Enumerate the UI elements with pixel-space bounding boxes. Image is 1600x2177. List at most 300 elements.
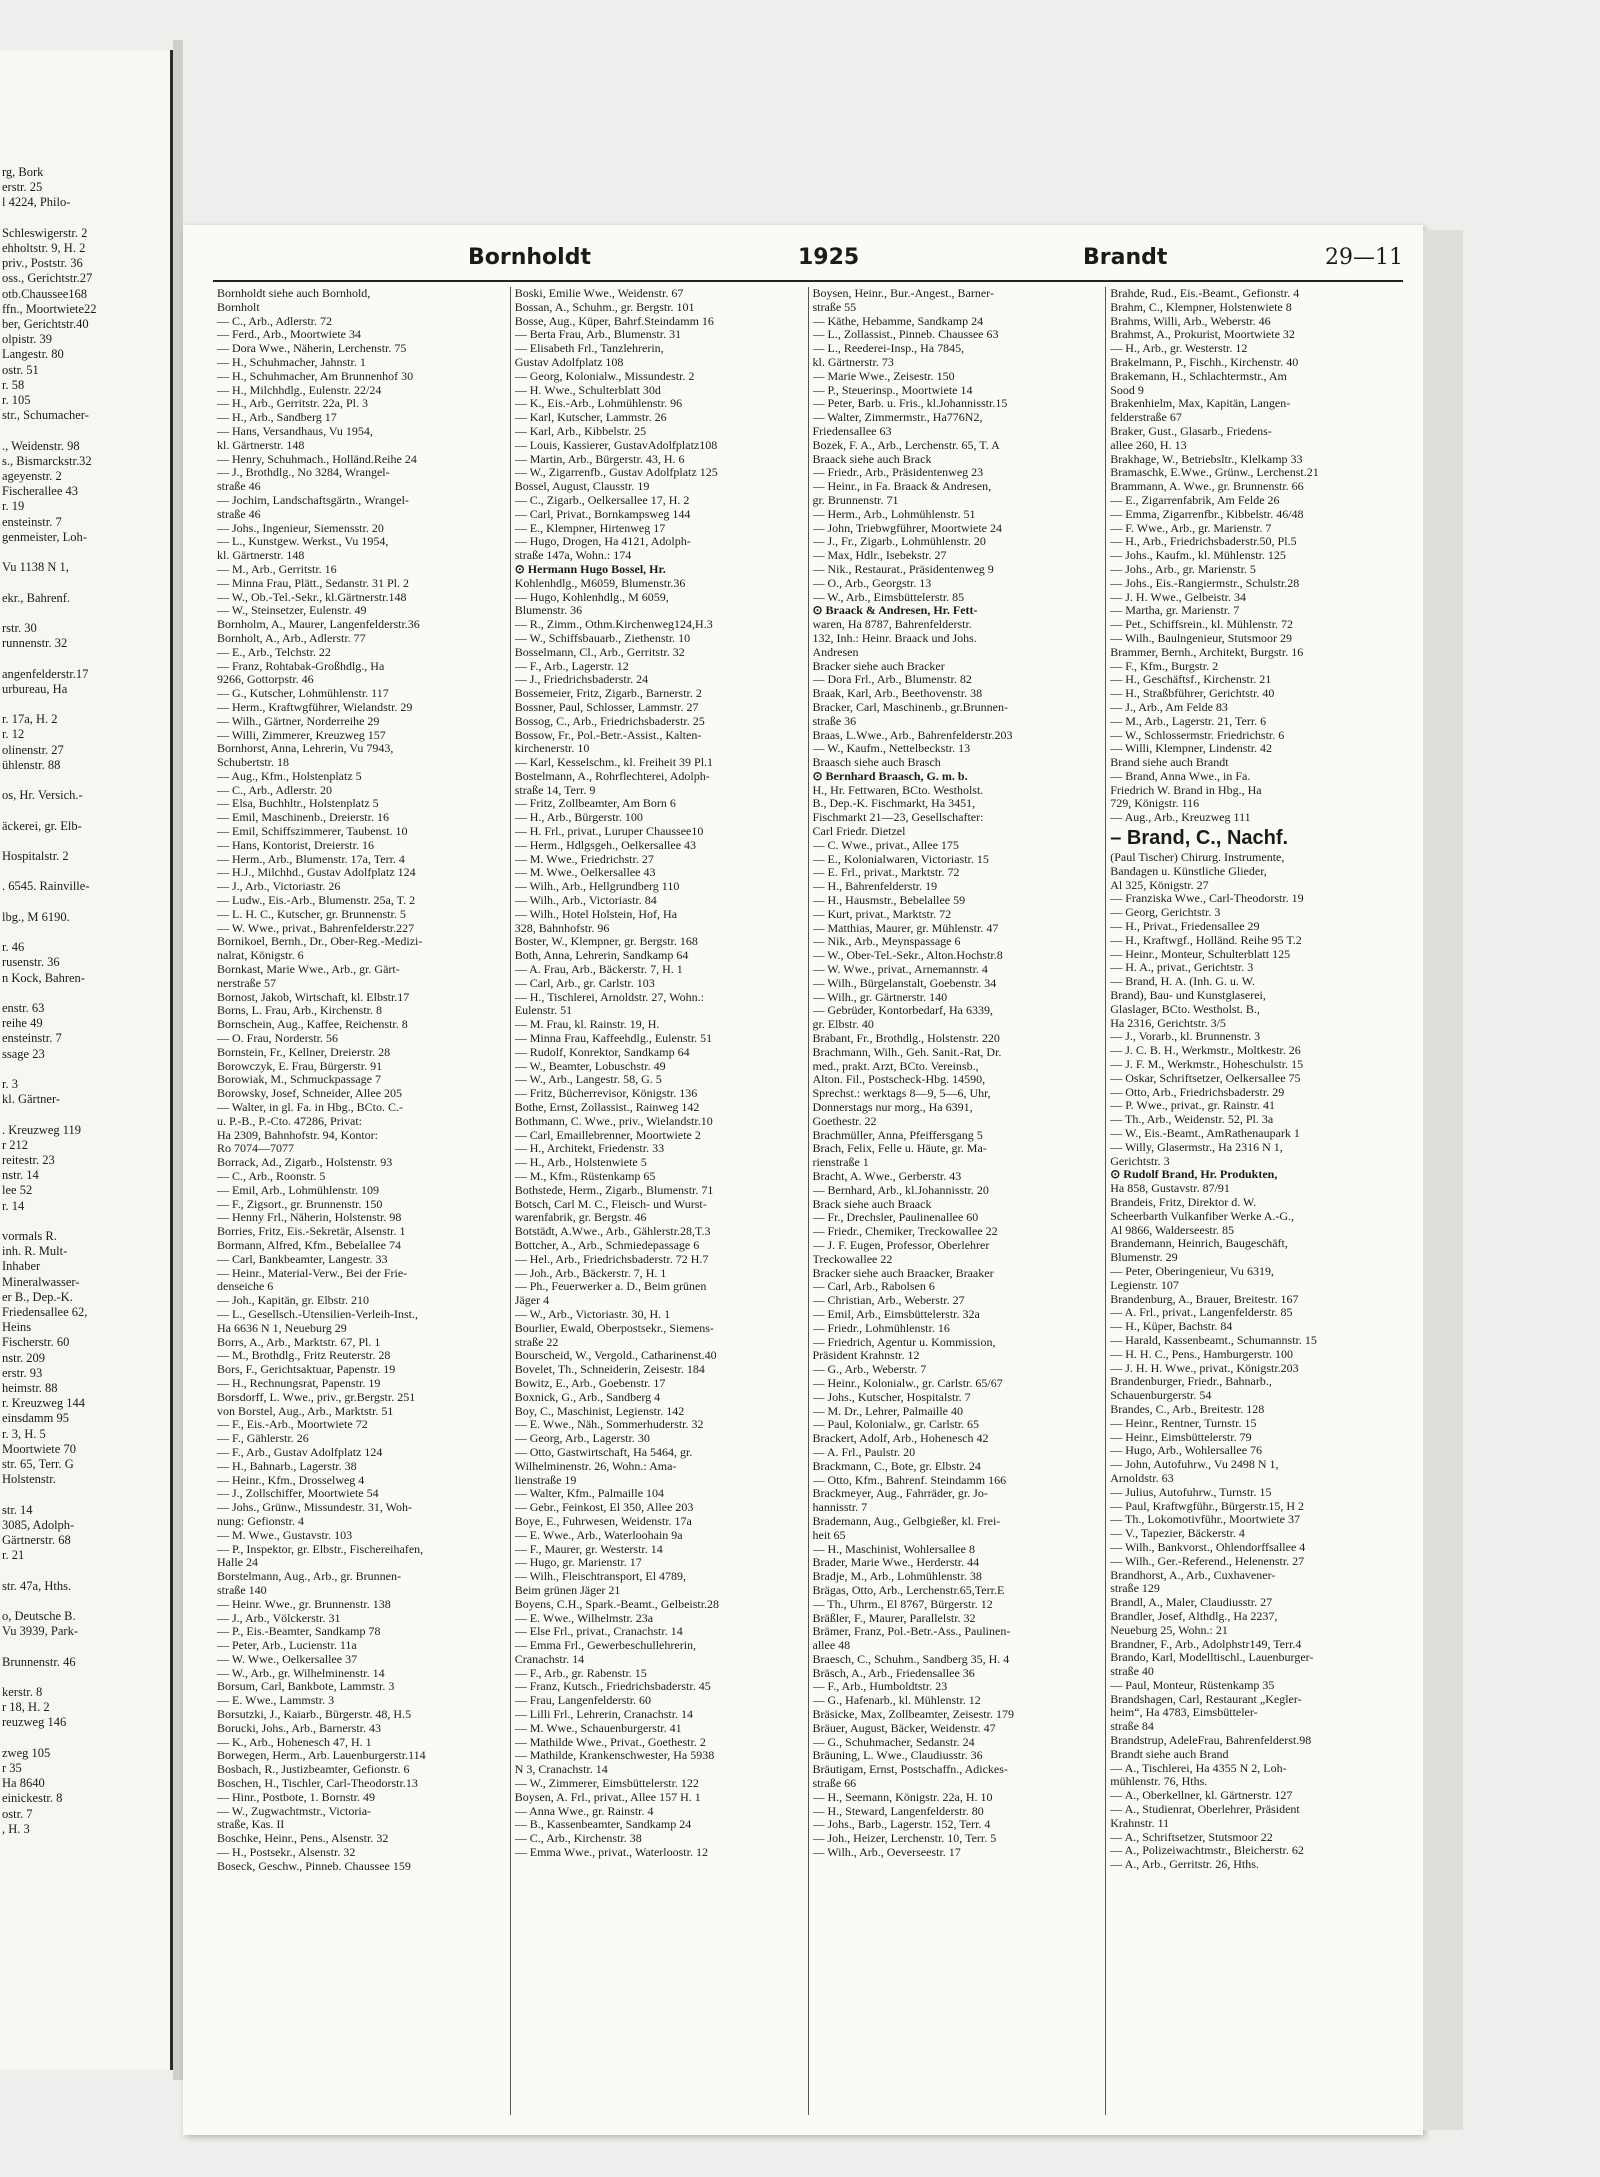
left-page-line: Fischerallee 43 [2,484,79,499]
column-1 [213,287,511,2115]
directory-entry: Brack siehe auch Braack [812,1197,932,1211]
column-3 [809,287,1107,2115]
directory-entry: Goethestr. 22 [812,1114,877,1128]
directory-entry: — P. Wwe., privat., gr. Rainstr. 41 [1110,1099,1276,1113]
directory-entry: — Fritz, Bücherrevisor, Königstr. 136 [514,1087,698,1101]
directory-entry: — F., Arb., Lagerstr. 12 [514,659,629,673]
directory-entry: Borsutzki, J., Kaiarb., Bürgerstr. 48, H.5 [217,1708,412,1722]
header-year: 1925 [798,245,860,270]
directory-entry: — Friedr., Arb., Präsidentenweg 23 [812,466,984,480]
directory-entry: straße 129 [1110,1582,1160,1596]
left-page-line: zweg 105 [2,1745,51,1760]
directory-entry: — Käthe, Hebamme, Sandkamp 24 [812,314,984,328]
directory-entry: — W., Arb., Eimsbüttelerstr. 85 [812,590,965,604]
header-rule [213,280,1403,282]
running-head [213,245,1403,275]
directory-entry: Andresen [812,645,859,659]
directory-entry: — Walter, Zimmermstr., Ha776N2, [812,411,983,425]
directory-entry: — E., Kolonialwaren, Victoriastr. 15 [812,852,989,866]
directory-entry: denseiche 6 [217,1280,274,1294]
directory-entry: Boye, E., Fuhrwesen, Weidenstr. 17a [514,1514,692,1528]
directory-entry: — C., Arb., Kirchenstr. 38 [514,1832,642,1846]
directory-entry: — Ph., Feuerwerker a. D., Beim grünen [514,1280,707,1294]
left-page-line: r. 105 [2,393,31,407]
left-page-line: einickestr. 8 [2,1791,63,1806]
directory-entry: nalrat, Königstr. 6 [217,949,304,963]
left-page-line: Moortwiete 70 [2,1441,76,1456]
directory-entry: — Lilli Frl., Lehrerin, Cranachstr. 14 [514,1708,694,1722]
directory-entry: — F., Arb., Gustav Adolfplatz 124 [217,1445,383,1459]
directory-page [183,225,1423,2135]
directory-entry: Braack siehe auch Brack [812,452,932,466]
directory-entry: allee 260, H. 13 [1110,438,1187,452]
directory-entry: — Frau, Langenfelderstr. 60 [514,1694,652,1708]
directory-entry: — O. Frau, Norderstr. 56 [217,1032,338,1046]
directory-entry: Bräuer, August, Bäcker, Weidenstr. 47 [812,1721,996,1735]
directory-entry: straße 40 [1110,1665,1154,1679]
directory-entry: — Harald, Kassenbeamt., Schumannstr. 15 [1110,1333,1317,1347]
directory-entry: — M., Brothdlg., Fritz Reuterstr. 28 [217,1349,391,1363]
directory-entry: — H., Milchhdlg., Eulenstr. 22/24 [217,383,382,397]
directory-entry: Bradje, M., Arb., Lohmühlenstr. 38 [812,1570,982,1584]
directory-entry: — Ferd., Arb., Moortwiete 34 [217,328,361,342]
directory-entry: — Oskar, Schriftsetzer, Oelkersallee 75 [1110,1071,1301,1085]
directory-entry: — O., Arb., Georgstr. 13 [812,576,932,590]
directory-entry: — Walter, Kfm., Palmaille 104 [514,1487,665,1501]
directory-entry: Bornschein, Aug., Kaffee, Reichenstr. 8 [217,1018,408,1032]
directory-entry: — W., Zigarrenfb., Gustav Adolfplatz 125 [514,466,718,480]
directory-entry: — Minna Frau, Kaffeehdlg., Eulenstr. 51 [514,1032,713,1046]
directory-entry: 132, Inh.: Heinr. Braack und Johs. [812,631,977,645]
left-page-line: Vu 3939, Park- [2,1624,78,1639]
directory-entry: — Elisabeth Frl., Tanzlehrerin, [514,342,664,356]
left-page-line: l 4224, Philo- [2,195,71,210]
directory-entry: — M. Frau, kl. Rainstr. 19, H. [514,1018,660,1032]
left-page-line: äckerei, gr. Elb- [2,818,82,833]
directory-entry: — Heinr., Monteur, Schulterblatt 125 [1110,947,1291,961]
directory-entry: Donnerstags nur morg., Ha 6391, [812,1101,973,1115]
left-page-line: rg, Bork [2,165,44,179]
directory-entry: — W. Wwe., privat., Bahrenfelderstr.227 [217,921,415,935]
directory-entry: — Jochim, Landschaftsgärtn., Wrangel- [217,493,409,507]
directory-entry: Bracker, Carl, Maschinenb., gr.Brunnen- [812,700,1008,714]
left-page-line: ensteinstr. 7 [2,514,62,529]
directory-entry: — Rudolf, Konrektor, Sandkamp 64 [514,1045,690,1059]
directory-entry: Bräutigam, Ernst, Postschaffn., Adickes- [812,1763,1008,1777]
left-page-line: reitestr. 23 [2,1153,55,1167]
left-page-line: Hospitalstr. 2 [2,849,69,863]
left-page-line: inh. R. Mult- [2,1244,68,1259]
directory-entry: Präsident Krahnstr. 12 [812,1349,920,1363]
directory-entry: — Emil, Maschinenb., Dreierstr. 16 [217,811,389,825]
directory-entry: allee 48 [812,1639,851,1653]
directory-entry: — Karl, Kesselschm., kl. Freiheit 39 Pl.1 [514,756,714,770]
directory-entry: — Hugo, Arb., Wohlersallee 76 [1110,1444,1263,1458]
directory-entry: — Willi, Klempner, Lindenstr. 42 [1110,742,1273,756]
directory-entry: — Hans, Kontorist, Dreierstr. 16 [217,838,374,852]
directory-entry: — Johs., Arb., gr. Marienstr. 5 [1110,562,1256,576]
directory-entry: Bornholt, A., Arb., Adlerstr. 77 [217,631,366,645]
directory-entry: Ha 2309, Bahnhofstr. 94, Kontor: [217,1128,378,1142]
left-page-line: rusenstr. 36 [2,955,60,970]
left-page-line: Fischerstr. 60 [2,1335,70,1350]
directory-entry: — P., Steuerinsp., Moortwiete 14 [812,383,973,397]
directory-entry: — A., Oberkellner, kl. Gärtnerstr. 127 [1110,1789,1293,1803]
directory-entry: Borucki, Johs., Arb., Barnerstr. 43 [217,1721,381,1735]
directory-entry: — H., Bahrenfelderstr. 19 [812,880,938,894]
directory-entry: straße 46 [217,507,261,521]
directory-entry: — H., Maschinist, Wohlersallee 8 [812,1542,975,1556]
directory-entry: — J. C. B. H., Werkmstr., Moltkestr. 26 [1110,1044,1301,1058]
left-page-line: lee 52 [2,1183,33,1198]
directory-entry: Brando, Karl, Modelltischl., Lauenburger- [1110,1651,1314,1665]
directory-entry: — E. Wwe., Wilhelmstr. 23a [514,1611,654,1625]
directory-entry: Boy, C., Maschinist, Legienstr. 142 [514,1404,685,1418]
directory-entry: — Wilh., Arb., Hellgrundberg 110 [514,880,680,894]
directory-entry: Beim grünen Jäger 21 [514,1583,621,1597]
directory-entry: — H., Arb., Friedrichsbaderstr.50, Pl.5 [1110,535,1297,549]
directory-entry: — W., Zugwachtmstr., Victoria- [217,1804,372,1818]
directory-entry: Boysen, A. Frl., privat., Allee 157 H. 1 [514,1790,701,1804]
left-page-line: ssage 23 [2,1046,45,1061]
directory-entry: — Paul, Monteur, Rüstenkamp 35 [1110,1678,1275,1692]
directory-entry: Bandagen u. Künstliche Glieder, [1110,864,1267,878]
directory-entry: — Hinr., Postbote, 1. Bornstr. 49 [217,1790,376,1804]
directory-entry: Bracker siehe auch Braacker, Braaker [812,1266,994,1280]
directory-entry: — Emma Frl., Gewerbeschullehrerin, [514,1639,697,1653]
directory-entry: Brandshagen, Carl, Restaurant „Kegler- [1110,1692,1302,1706]
directory-entry: — P., Eis.-Beamter, Sandkamp 78 [217,1625,381,1639]
directory-entry: — Karl, Kutscher, Lammstr. 26 [514,411,667,425]
left-page-line: heimstr. 88 [2,1381,58,1395]
directory-entry: — Johs., Eis.-Rangiermstr., Schulstr.28 [1110,576,1300,590]
directory-entry: lienstraße 19 [514,1473,577,1487]
directory-entry: — Max, Hdlr., Isebekstr. 27 [812,549,947,563]
left-page-line: Mineralwasser- [2,1274,80,1289]
directory-entry: felderstraße 67 [1110,411,1182,425]
directory-entry: — H. Wwe., Schulterblatt 30d [514,383,661,397]
directory-entry: — Joh., Arb., Bäckerstr. 7, H. 1 [514,1266,667,1280]
left-page-line: r. Kreuzweg 144 [2,1396,85,1411]
directory-entry: — Mathilde, Krankenschwester, Ha 5938 [514,1749,715,1763]
directory-entry: kl. Gärtnerstr. 148 [217,549,305,563]
directory-entry: straße 46 [217,480,261,494]
directory-entry: Scheerbarth Vulkanfiber Werke A.-G., [1110,1209,1295,1223]
directory-entry: Boster, W., Klempner, gr. Bergstr. 168 [514,935,698,949]
directory-entry: u. P.-B., P.-Cto. 47286, Privat: [217,1114,363,1128]
left-page-line: reihe 49 [2,1016,43,1031]
left-page-line: genmeister, Loh- [2,529,87,544]
directory-entry: H., Hr. Fettwaren, BCto. Westholst. [812,783,984,797]
directory-entry: — J., Arb., Am Felde 83 [1110,700,1228,714]
page-edge [1423,230,1463,2130]
directory-entry: — Christian, Arb., Weberstr. 27 [812,1294,965,1308]
directory-entry: Bornhorst, Anna, Lehrerin, Vu 7943, [217,742,394,756]
directory-entry: Borstelmann, Aug., Arb., gr. Brunnen- [217,1570,401,1584]
directory-entry: Bornholdt siehe auch Bornhold, [217,287,371,300]
directory-entry: — Wilh., gr. Gärtnerstr. 140 [812,990,948,1004]
directory-entry: gr. Brunnenstr. 71 [812,493,899,507]
directory-entry: straße 55 [812,300,857,314]
directory-entry: — J. H. H. Wwe., privat., Königstr.203 [1110,1361,1299,1375]
left-page-line: er B., Dep.-K. [2,1289,73,1304]
directory-entry: 328, Bahnhofstr. 96 [514,921,610,935]
left-page-line: r 18, H. 2 [2,1700,50,1715]
directory-entry: — Herm., Arb., Blumenstr. 17a, Terr. 4 [217,852,405,866]
left-page-line: r. 3 [2,1077,18,1091]
directory-entry: — Joh., Kapitän, gr. Elbstr. 210 [217,1294,369,1308]
directory-entry: Brandl, A., Maler, Claudiusstr. 27 [1110,1596,1273,1610]
directory-entry: — Brand, H. A. (Inh. G. u. W. [1110,975,1255,989]
directory-entry: straße 66 [812,1777,857,1791]
directory-entry: — F., Eis.-Arb., Moortwiete 72 [217,1418,368,1432]
directory-entry: — Paul, Kraftwgführ., Bürgerstr.15, H 2 [1110,1499,1305,1513]
directory-entry: — A. Frl., privat., Langenfelderstr. 85 [1110,1306,1293,1320]
directory-entry: — Wilh., Fleischtransport, El 4789, [514,1570,687,1584]
directory-entry: heit 65 [812,1528,846,1542]
directory-entry: ⊙ Rudolf Brand, Hr. Produkten, [1110,1168,1278,1182]
directory-entry: 9266, Gottorpstr. 46 [217,673,314,687]
directory-entry: — Hans, Versandhaus, Vu 1954, [217,424,373,438]
directory-entry: — Brand, Anna Wwe., in Fa. [1110,769,1251,783]
directory-entry: — Aug., Arb., Kreuzweg 111 [1110,811,1251,825]
directory-entry: Bräsicke, Max, Zollbeamter, Zeisestr. 179 [812,1708,1014,1722]
directory-entry: Bossemeier, Fritz, Zigarb., Barnerstr. 2 [514,687,702,701]
directory-entry: Bothstede, Herm., Zigarb., Blumenstr. 71 [514,1183,714,1197]
directory-entry: — Johs., Kutscher, Hospitalstr. 7 [812,1390,971,1404]
left-page-line: urbureau, Ha [2,681,68,696]
directory-entry: Boxnick, G., Arb., Sandberg 4 [514,1390,661,1404]
directory-entry: med., prakt. Arzt, BCto. Vereinsb., [812,1059,979,1073]
directory-entry: — Emil, Schiffszimmerer, Taubenst. 10 [217,825,408,839]
directory-entry: — W., Eis.-Beamt., AmRathenaupark 1 [1110,1127,1300,1141]
directory-entry: — Heinr., Rentner, Turnstr. 15 [1110,1416,1257,1430]
directory-entry: — W., Kaufm., Nettelbeckstr. 13 [812,742,971,756]
directory-entry: — J. F. M., Werkmstr., Hoheschulstr. 15 [1110,1058,1304,1072]
directory-entry: — Hel., Arb., Friedrichsbaderstr. 72 H.7 [514,1252,709,1266]
directory-entry: — Franziska Wwe., Carl-Theodorstr. 19 [1110,892,1304,906]
directory-entry: — E., Zigarrenfabrik, Am Felde 26 [1110,493,1280,507]
directory-entry: — M., Arb., Lagerstr. 21, Terr. 6 [1110,714,1267,728]
directory-entry: Brach, Felix, Felle u. Häute, gr. Ma- [812,1142,987,1156]
page-number: 29—11 [1325,245,1403,270]
directory-entry: — Wilh., Ger.-Referend., Helenenstr. 27 [1110,1554,1305,1568]
directory-entry: — Carl, Arb., Rabolsen 6 [812,1280,935,1294]
directory-entry: — Louis, Kassierer, GustavAdolfplatz108 [514,438,718,452]
left-page-line: rstr. 30 [2,621,37,635]
left-page-line: r. 3, H. 5 [2,1426,46,1441]
directory-entry: Bracht, A. Wwe., Gerberstr. 43 [812,1170,962,1183]
directory-entry: — Walter, in gl. Fa. in Hbg., BCto. C.- [217,1101,403,1115]
directory-entry: Botstädt, A.Wwe., Arb., Gählerstr.28,T.3 [514,1225,711,1239]
directory-entry: — K., Eis.-Arb., Lohmühlenstr. 96 [514,397,683,411]
directory-entry: Botsch, Carl M. C., Fleisch- und Wurst- [514,1197,707,1211]
directory-entry: Bornikoel, Bernh., Dr., Ober-Reg.-Medizi- [217,935,423,949]
left-page-line: ostr. 51 [2,362,39,377]
directory-entry: — Friedrich, Agentur u. Kommission, [812,1335,996,1349]
directory-entry: — C. Wwe., privat., Allee 175 [812,838,959,852]
directory-entry: Bossner, Paul, Schlosser, Lammstr. 27 [514,700,699,714]
directory-entry: — Hugo, Drogen, Ha 4121, Adolph- [514,535,691,549]
directory-entry: Alton. Fil., Postscheck-Hbg. 14590, [812,1073,986,1087]
directory-entry: — J., Friedrichsbaderstr. 24 [514,673,649,687]
directory-entry: — J., Arb., Victoriastr. 26 [217,880,341,894]
directory-entry: — J., Vorarb., kl. Brunnenstr. 3 [1110,1030,1261,1044]
directory-entry: straße 14, Terr. 9 [514,783,596,797]
directory-entry: — W., Arb., Langestr. 58, G. 5 [514,1073,662,1087]
directory-entry: — Th., Lokomotivführ., Moortwiete 37 [1110,1513,1301,1527]
directory-entry: Brackert, Adolf, Arb., Hohenesch 42 [812,1432,989,1446]
directory-entry: Braak, Karl, Arb., Beethovenstr. 38 [812,687,983,701]
left-page-line: Inhaber [2,1259,41,1274]
directory-entry: straße, Kas. II [217,1818,285,1832]
directory-entry: straße 36 [812,714,857,728]
left-page-line: ehholtstr. 9, H. 2 [2,241,86,255]
directory-entry: Borrs, A., Arb., Marktstr. 67, Pl. 1 [217,1335,381,1349]
directory-entry: Brachmüller, Anna, Pfeiffersgang 5 [812,1128,983,1142]
directory-entry: kl. Gärtnerstr. 148 [217,438,305,452]
directory-entry: kirchenerstr. 10 [514,742,590,756]
directory-entry: — H., Straßbführer, Gerichtstr. 40 [1110,687,1275,701]
directory-entry: — E. Frl., privat., Marktstr. 72 [812,866,960,880]
directory-entry: — H. Frl., privat., Luruper Chaussee10 [514,825,704,839]
left-page-line: r. 21 [2,1548,25,1563]
directory-entry: — Peter, Barb. u. Fris., kl.Johannisstr.15 [812,397,1008,411]
directory-entry: — A. Frl., Paulstr. 20 [812,1445,916,1459]
header-last-entry: Brandt [1083,245,1168,270]
directory-entry: — M. Wwe., Friedrichstr. 27 [514,852,654,866]
left-page-line: . Kreuzweg 119 [2,1122,82,1137]
directory-entry: warenfabrik, gr. Bergstr. 46 [514,1211,647,1225]
left-page-line: vormals R. [2,1229,57,1243]
directory-entry: (Paul Tischer) Chirurg. Instrumente, [1110,851,1285,865]
directory-entry: Bossel, August, Clausstr. 19 [514,480,650,494]
directory-entry: Bornkast, Marie Wwe., Arb., gr. Gärt- [217,963,400,977]
left-page-line: Vu 1138 N 1, [2,560,69,575]
directory-entry: Brackmeyer, Aug., Fahrräder, gr. Jo- [812,1487,988,1501]
directory-entry: Bosbach, R., Justizbeamter, Gefionstr. 6 [217,1763,410,1777]
directory-entry: Brammann, A. Wwe., gr. Brunnenstr. 66 [1110,480,1304,494]
left-page-line: r 35 [2,1761,22,1775]
left-page-line: otb.Chaussee168 [2,286,88,301]
directory-entry: — M. Wwe., Gustavstr. 103 [217,1528,353,1542]
directory-entry: Both, Anna, Lehrerin, Sandkamp 64 [514,949,689,963]
directory-entry: Bottcher, A., Arb., Schmiedepassage 6 [514,1238,700,1252]
directory-entry: Bosselmann, Cl., Arb., Gerritstr. 32 [514,645,685,659]
directory-entry: — Aug., Kfm., Holstenplatz 5 [217,769,362,783]
left-page-line: ostr. 7 [2,1806,33,1821]
directory-entry: — Gebr., Feinkost, El 350, Allee 203 [514,1501,694,1515]
left-page-line: angenfelderstr.17 [2,666,89,681]
directory-entry: Schauenburgerstr. 54 [1110,1389,1212,1403]
directory-entry: Blumenstr. 36 [514,604,583,618]
directory-entry: — Johs., Grünw., Missundestr. 31, Woh- [217,1501,413,1515]
directory-entry: — H., Arb., Gerritstr. 22a, Pl. 3 [217,397,368,411]
directory-entry: — Wilh., Gärtner, Norderreihe 29 [217,714,380,728]
directory-entry: Bräßler, F., Maurer, Parallelstr. 32 [812,1611,976,1625]
directory-entry: straße 147a, Wohn.: 174 [514,549,632,563]
left-page-line: einsdamm 95 [2,1411,70,1426]
directory-entry: straße 140 [217,1583,267,1597]
directory-entry: — W., Schiffsbauarb., Ziethenstr. 10 [514,631,691,645]
left-page-line: Friedensallee 62, [2,1305,88,1319]
directory-entry: — F. Wwe., Arb., gr. Marienstr. 7 [1110,521,1272,535]
directory-entry: — H., Seemann, Königstr. 22a, H. 10 [812,1790,993,1804]
left-page-line: o, Deutsche B. [2,1609,76,1623]
directory-entry: — Marie Wwe., Zeisestr. 150 [812,369,955,383]
directory-entry: — H., Architekt, Friedenstr. 33 [514,1142,665,1156]
directory-entry: — W., Arb., Victoriastr. 30, H. 1 [514,1307,671,1321]
directory-entry: — E. Wwe., Arb., Waterloohain 9a [514,1528,683,1542]
directory-entry: Gustav Adolfplatz 108 [514,355,624,369]
left-page-fragment [0,50,173,2070]
directory-entry: — M., Arb., Gerritstr. 16 [217,562,337,576]
directory-entry: — J., Arb., Völckerstr. 31 [217,1611,341,1625]
directory-entry: Borns, L. Frau, Arb., Kirchenstr. 8 [217,1004,382,1018]
directory-entry: Borries, Fritz, Eis.-Sekretär, Alsenstr. 1 [217,1225,406,1239]
directory-entry: — Joh., Heizer, Lerchenstr. 10, Terr. 5 [812,1832,997,1846]
directory-entry: Blumenstr. 29 [1110,1251,1178,1265]
directory-entry: — A., Studienrat, Oberlehrer, Präsident [1110,1803,1300,1817]
directory-entry: Bourscheid, W., Vergold., Catharinenst.40 [514,1349,717,1363]
directory-entry: — V., Tapezier, Bäckerstr. 4 [1110,1527,1245,1541]
directory-entry: — Franz, Rohtabak-Großhdlg., Ha [217,659,385,673]
directory-entry: Brandner, F., Arb., Adolphstr149, Terr.4 [1110,1637,1302,1651]
left-page-line: ., Weidenstr. 98 [2,438,80,453]
left-page-line: erstr. 25 [2,180,43,195]
directory-entry: Bornost, Jakob, Wirtschaft, kl. Elbstr.17 [217,990,410,1004]
directory-entry: Bors, F., Gerichtsaktuar, Papenstr. 19 [217,1363,396,1377]
directory-entry: Halle 24 [217,1556,258,1570]
left-page-line: n Kock, Bahren- [2,970,85,985]
directory-entry: — P., Inspektor, gr. Elbstr., Fischereihafen, [217,1542,424,1556]
directory-entry: Brandeis, Fritz, Direktor d. W. [1110,1196,1257,1209]
left-page-line: runnenstr. 32 [2,636,68,651]
directory-entry: ⊙ Braack & Andresen, Hr. Fett- [812,604,978,618]
directory-entry: — Heinr., Kfm., Drosselweg 4 [217,1473,365,1487]
directory-entry: — Elsa, Buchhltr., Holstenplatz 5 [217,797,379,811]
directory-entry: Al 9866, Walderseestr. 85 [1110,1223,1235,1237]
directory-entry: — Henry, Schuhmach., Holländ.Reihe 24 [217,452,417,466]
directory-entry: — Heinr. Wwe., gr. Brunnenstr. 138 [217,1597,391,1611]
directory-entry: — Emil, Arb., Eimsbüttelerstr. 32a [812,1307,980,1321]
directory-entry: — H., Küper, Bachstr. 84 [1110,1320,1233,1334]
directory-entry: — A., Arb., Gerritstr. 26, Hths. [1110,1858,1259,1872]
directory-entry: Eulenstr. 51 [514,1004,573,1018]
left-page-line: ensteinstr. 7 [2,1031,62,1046]
directory-entry: Al 325, Königstr. 27 [1110,878,1209,892]
directory-entry: — Heinr., in Fa. Braack & Andresen, [812,480,992,494]
directory-entry: — Nik., Arb., Meynspassage 6 [812,935,961,949]
directory-entry: — G., Hafenarb., kl. Mühlenstr. 12 [812,1694,981,1708]
directory-entry: — Martin, Arb., Bürgerstr. 43, H. 6 [514,452,685,466]
directory-entry: — E. Wwe., Lammstr. 3 [217,1694,335,1708]
left-page-line: ber, Gerichtstr.40 [2,317,89,331]
directory-entry: Boysen, Heinr., Bur.-Angest., Barner- [812,287,994,300]
left-page-line: nstr. 14 [2,1168,39,1183]
directory-entry: — Else Frl., privat., Cranachstr. 14 [514,1625,683,1639]
directory-entry: — C., Arb., Adlerstr. 20 [217,783,333,797]
directory-entry: — Bernhard, Arb., kl.Johannisstr. 20 [812,1183,989,1197]
directory-entry: Glaslager, BCto. Westholst. B., [1110,1002,1260,1016]
directory-entry: Boschke, Heinr., Pens., Alsenstr. 32 [217,1832,389,1846]
directory-entry: Brackmann, C., Bote, gr. Elbstr. 24 [812,1459,981,1473]
directory-entry: — Johs., Kaufm., kl. Mühlenstr. 125 [1110,549,1286,563]
directory-entry: — H., Steward, Langenfelderstr. 80 [812,1804,984,1818]
directory-entry: Ro 7074—7077 [217,1142,295,1156]
directory-entry: — Mathilde Wwe., Privat., Goethestr. 2 [514,1735,706,1749]
directory-entry: — Wilh., Arb., Victoriastr. 84 [514,894,657,908]
